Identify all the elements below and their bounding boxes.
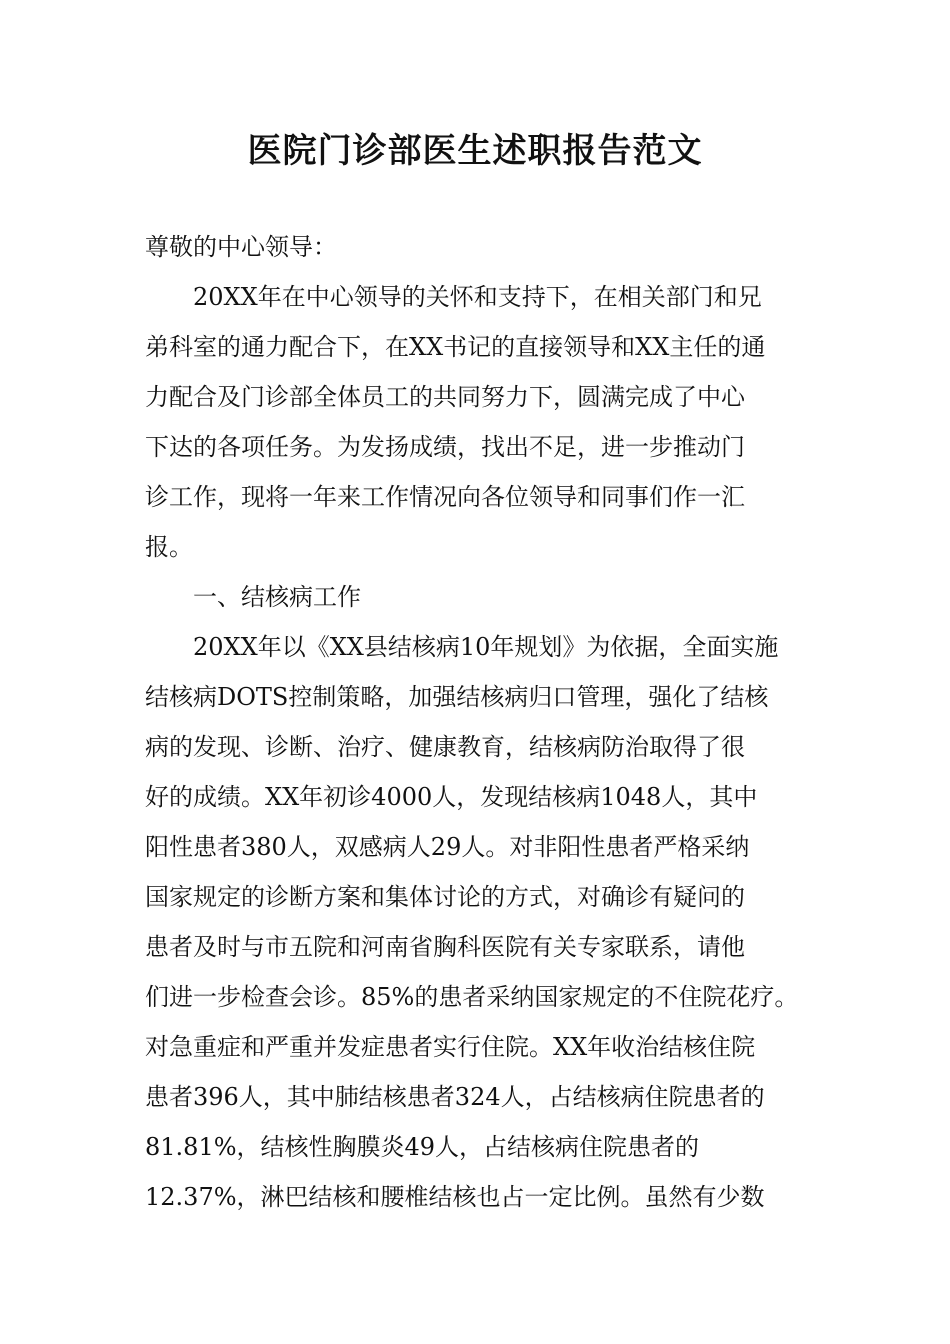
paragraph-line: 好的成绩。XX年初诊4000人，发现结核病1048人，其中 [145, 783, 758, 811]
paragraph-line: 弟科室的通力配合下，在XX书记的直接领导和XX主任的通 [145, 333, 766, 361]
paragraph-line: 阳性患者380人，双感病人29人。对非阳性患者严格采纳 [145, 833, 750, 861]
paragraph-line: 结核病DOTS控制策略，加强结核病归口管理，强化了结核 [145, 683, 769, 711]
paragraph-line: 国家规定的诊断方案和集体讨论的方式，对确诊有疑问的 [145, 883, 745, 911]
paragraph-line: 对急重症和严重并发症患者实行住院。XX年收治结核住院 [145, 1033, 756, 1061]
paragraph-1 [145, 272, 810, 572]
paragraph-line: 病的发现、诊断、治疗、健康教育，结核病防治取得了很 [145, 733, 745, 761]
paragraph-line: 患者及时与市五院和河南省胸科医院有关专家联系，请他 [145, 933, 745, 961]
paragraph-line: 报。 [145, 533, 193, 561]
paragraph-line: 81.81%，结核性胸膜炎49人，占结核病住院患者的 [145, 1133, 700, 1161]
paragraph-line: 12.37%，淋巴结核和腰椎结核也占一定比例。虽然有少数 [145, 1183, 765, 1211]
paragraph-line: 下达的各项任务。为发扬成绩，找出不足，进一步推动门 [145, 433, 745, 461]
section-heading: 一、结核病工作 [193, 583, 361, 611]
paragraph-line: 诊工作，现将一年来工作情况向各位领导和同事们作一汇 [145, 483, 745, 511]
paragraph-line: 们进一步检查会诊。85%的患者采纳国家规定的不住院花疗。 [145, 983, 799, 1011]
document-body [145, 222, 810, 1222]
paragraph-2 [145, 622, 810, 1222]
salutation: 尊敬的中心领导： [145, 233, 337, 261]
document-title: 医院门诊部医生述职报告范文 [247, 131, 703, 171]
paragraph-line: 患者396人，其中肺结核患者324人，占结核病住院患者的 [145, 1083, 765, 1111]
paragraph-line: 20XX年在中心领导的关怀和支持下，在相关部门和兄 [193, 283, 762, 311]
paragraph-line: 力配合及门诊部全体员工的共同努力下，圆满完成了中心 [145, 383, 745, 411]
paragraph-line: 20XX年以《XX县结核病10年规划》为依据，全面实施 [193, 633, 779, 661]
